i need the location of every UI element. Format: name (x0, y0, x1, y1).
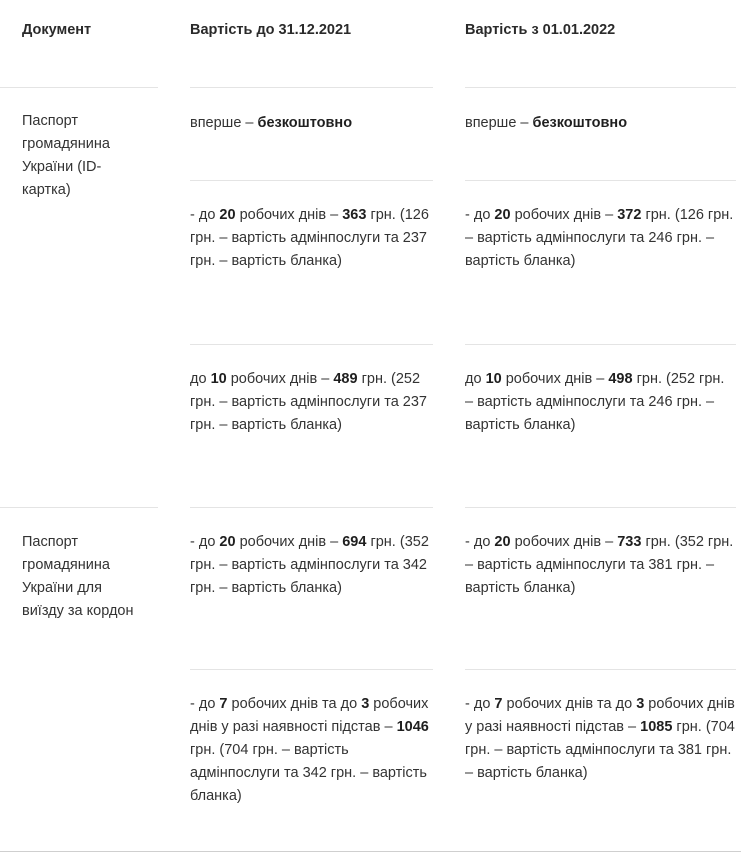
row-divider (465, 180, 736, 181)
price-text: грн. (352 грн. – вартість адмінпослуги та 342 грн. – вартість бланка) (190, 534, 429, 596)
price-value-bold: безкоштовно (532, 115, 628, 131)
header-document: Документ (22, 22, 92, 38)
price-value-bold: 694 (342, 534, 367, 550)
row-divider (465, 87, 736, 88)
price-text: робочих днів та до (502, 696, 637, 712)
price-text: робочих днів – (235, 534, 343, 550)
price-before-10-days (190, 368, 430, 437)
price-text: - до (465, 207, 495, 223)
price-value-bold: безкоштовно (257, 115, 353, 131)
document-foreign-passport: Паспорт громадянина України для виїзду за кордон (22, 534, 134, 619)
price-text: робочих днів – (226, 371, 334, 387)
price-value-bold: 372 (617, 207, 642, 223)
price-value-bold: 7 (494, 696, 503, 712)
price-value-bold: 10 (485, 371, 502, 387)
price-text: грн. (704 грн. – вартість адмінпослуги та 342 грн. – вартість бланка) (190, 742, 427, 804)
price-value-bold: 733 (617, 534, 642, 550)
price-text: до (465, 371, 486, 387)
row-divider (465, 344, 736, 345)
header-price-before: Вартість до 31.12.2021 (190, 22, 352, 38)
price-before-20-days (190, 204, 430, 273)
price-text: - до (190, 207, 220, 223)
price-value-bold: 498 (608, 371, 633, 387)
price-text: вперше – (190, 115, 258, 131)
price-value-bold: 20 (219, 207, 236, 223)
header-price-after: Вартість з 01.01.2022 (465, 22, 616, 38)
price-value-bold: 489 (333, 371, 358, 387)
price-text: вперше – (465, 115, 533, 131)
price-text: - до (465, 534, 495, 550)
price-value-bold: 1085 (640, 719, 673, 735)
price-value-bold: 20 (494, 534, 511, 550)
price-value-bold: 7 (219, 696, 228, 712)
price-text: грн. (252 грн. – вартість адмінпослуги та 237 грн. – вартість бланка) (190, 371, 427, 433)
price-before-foreign-7-days (190, 693, 430, 808)
price-text: до (190, 371, 211, 387)
price-text: робочих днів та до (227, 696, 362, 712)
price-text: робочих днів – (501, 371, 609, 387)
row-divider (190, 344, 433, 345)
price-before-foreign-20-days (190, 531, 430, 600)
row-divider (190, 507, 433, 508)
row-divider (465, 507, 736, 508)
price-text: робочих днів у разі наявності підстав – (465, 696, 735, 735)
price-text: - до (190, 534, 220, 550)
price-text: робочих днів – (235, 207, 343, 223)
price-after-foreign-7-days (465, 693, 735, 785)
price-value-bold: 20 (494, 207, 511, 223)
price-text: грн. (704 грн. – вартість адмінпослуги та 381 грн. – вартість бланка) (465, 719, 735, 781)
price-value-bold: 20 (219, 534, 236, 550)
row-divider (190, 87, 433, 88)
document-id-card: Паспорт громадянина України (ID-картка) (22, 113, 110, 198)
price-text: робочих днів – (510, 534, 618, 550)
table-bottom-border (0, 851, 741, 852)
price-value-bold: 363 (342, 207, 367, 223)
price-value-bold: 10 (210, 371, 227, 387)
price-after-20-days (465, 204, 735, 273)
price-after-foreign-20-days (465, 531, 735, 600)
price-text: грн. (252 грн. – вартість адмінпослуги та 246 грн. – вартість бланка) (465, 371, 725, 433)
row-divider (190, 669, 433, 670)
price-after-first-issue (465, 112, 735, 135)
price-text: - до (190, 696, 220, 712)
price-text: грн. (352 грн. – вартість адмінпослуги та 381 грн. – вартість бланка) (465, 534, 734, 596)
price-text: грн. (126 грн. – вартість адмінпослуги та 237 грн. – вартість бланка) (190, 207, 429, 269)
row-divider (0, 507, 158, 508)
price-value-bold: 3 (361, 696, 370, 712)
row-divider (465, 669, 736, 670)
price-before-first-issue (190, 112, 430, 135)
price-text: робочих днів у разі наявності підстав – (190, 696, 429, 735)
price-value-bold: 1046 (396, 719, 429, 735)
row-divider (190, 180, 433, 181)
price-text: грн. (126 грн. – вартість адмінпослуги та 246 грн. – вартість бланка) (465, 207, 734, 269)
price-after-10-days (465, 368, 735, 437)
row-divider (0, 87, 158, 88)
price-value-bold: 3 (636, 696, 645, 712)
price-text: - до (465, 696, 495, 712)
price-text: робочих днів – (510, 207, 618, 223)
